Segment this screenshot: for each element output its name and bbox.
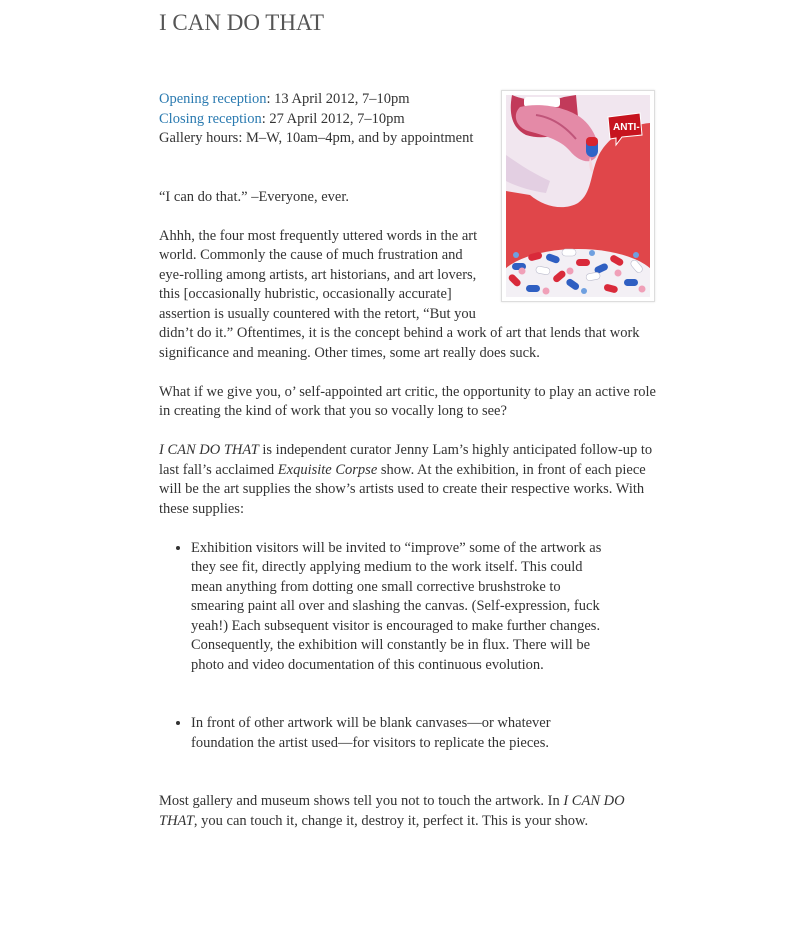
page-title: I CAN DO THAT	[159, 10, 325, 35]
quote: “I can do that.” –Everyone, ever.	[159, 188, 350, 205]
paragraph-question: What if we give you, o’ self-appointed art critic, the opportunity to play an active role in creating the kind of work that you so vocally long to see?	[159, 383, 656, 419]
artwork-illustration	[506, 95, 650, 297]
opening-reception-link[interactable]: Opening reception	[159, 91, 267, 107]
previous-show-title: Exquisite Corpse	[277, 461, 378, 478]
closing-reception-link[interactable]: Closing reception	[159, 110, 262, 127]
exhibition-title-closing: I CAN DO THAT	[159, 793, 625, 829]
gallery-hours: Gallery hours: M–W, 10am–4pm, and by appointment	[159, 130, 474, 146]
list-item: • Exhibition visitors will be invited to “improve” some of the artwork as they see fit, directly applying medium to the work itself. This could mean anything from dotting one small corrective brushstroke to smearing paint all over and slashing the canvas. (Self-expression, fuck yeah!) Each subsequent visitor is encouraged to make further changes. Consequently, the exhibition will constantly be in flux. There will be photo and video documentation of this continuous evolution.	[191, 539, 611, 676]
exhibition-title: I CAN DO THAT	[159, 442, 259, 458]
list-item: • In front of other artwork will be blank canvases—or whatever foundation the artist used—for visitors to replicate the pieces.	[191, 714, 611, 753]
closing-reception-date: : 27 April 2012, 7–10pm	[261, 110, 405, 127]
paragraph-closing: Most gallery and museum shows tell you not to touch the artwork. In I CAN DO THAT, you can touch it, change it, destroy it, perfect it. This is your show.	[159, 793, 625, 829]
supplies-list	[159, 539, 611, 754]
sign-text: ANTI-	[613, 122, 640, 133]
opening-reception-date: : 13 April 2012, 7–10pm	[266, 91, 410, 107]
artwork-image[interactable]	[501, 90, 655, 302]
article-body	[159, 90, 659, 851]
paragraph-intro: Ahhh, the four most frequently uttered words in the art world. Commonly the cause of much frustration and eye-rolling among artists, art historians, and art lovers, this [occasionally hubristic, occasionally accurate] assertion is usually countered with the retort, “But you didn’t do it.” Oftentimes, it is the concept behind a work of art that lends that work significance and meaning. Other times, some art really does suck.	[159, 227, 640, 361]
paragraph-exhibition: I CAN DO THAT is independent curator Jenny Lam’s highly anticipated follow-up to last fall’s acclaimed Exquisite Corpse show. At the exhibition, in front of each piece will be the art supplies the show’s artists used to create their respective works. With these supplies:	[159, 442, 653, 517]
